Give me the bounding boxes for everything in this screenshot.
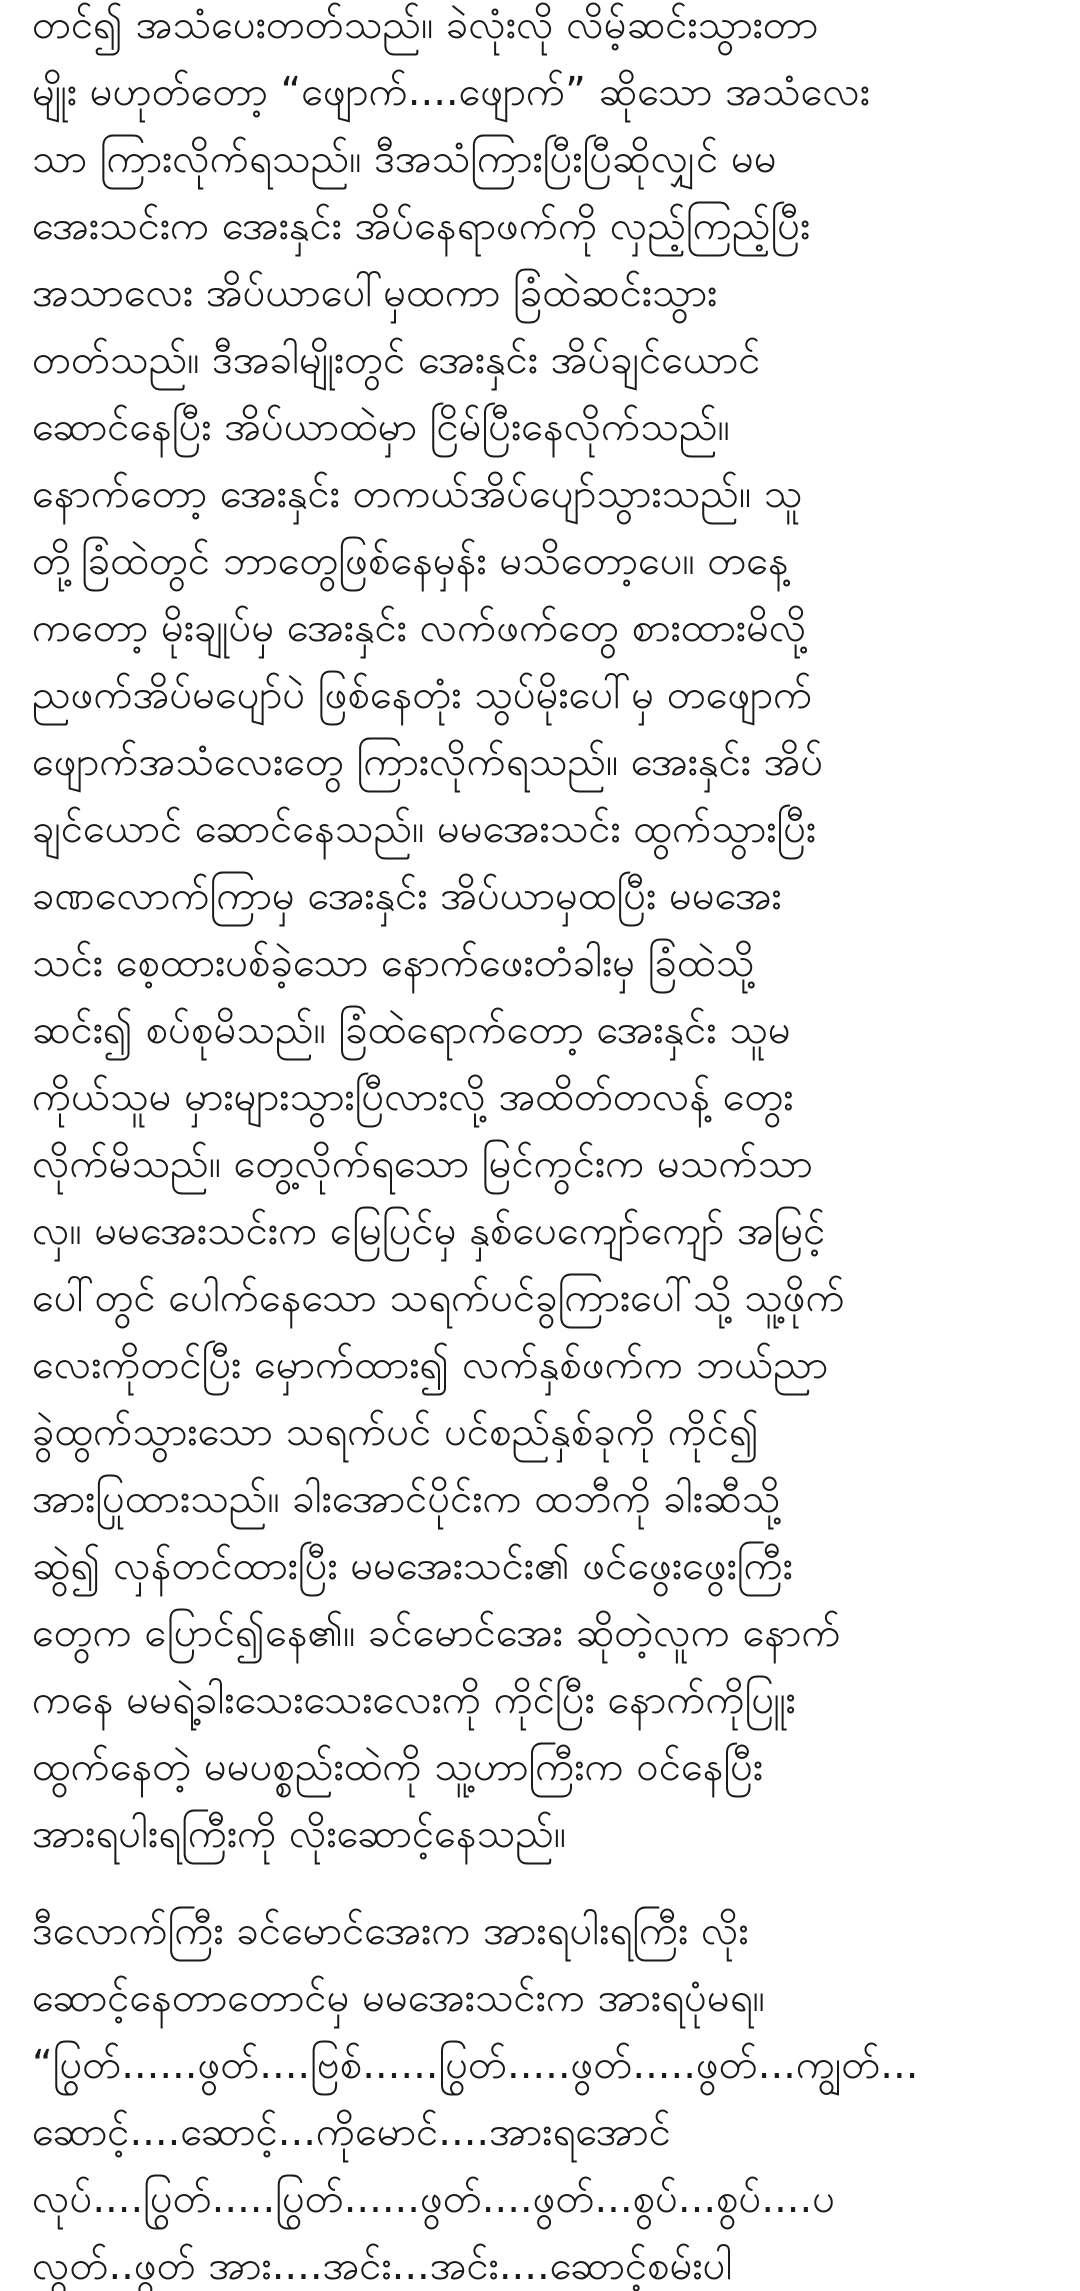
paragraph-line: ခွဲထွက်သွားသော သရက်ပင် ပင်စည်နှစ်ခုကို ကိုင်၍ (32, 1409, 760, 1455)
paragraph-line: ဆောင့်နေတာတောင်မှ မမအေးသင်းက အားရပုံမရ။ (32, 1975, 765, 2021)
paragraph-line: သင်း စေ့ထားပစ်ခဲ့သော နောက်ဖေးတံခါးမှ ခြံထဲသို့ (32, 940, 755, 986)
paragraph-line: သာ ကြားလိုက်ရသည်။ ဒီအသံကြားပြီးပြီဆိုလျှင် မမ (32, 136, 777, 182)
story-paragraph (32, 0, 1052, 1868)
paragraph-line: မျိုး မဟုတ်တော့ “ဖျောက်....ဖျောက်” ဆိုသော အသံလေး (32, 69, 870, 115)
paragraph-line: ထွက်နေတဲ့ မမပစ္စည်းထဲကို သူ့ဟာကြီးက ဝင်နေပြီး (32, 1744, 764, 1790)
paragraph-line: ပေါ်တွင် ပေါက်နေသော သရက်ပင်ခွကြားပေါ်သို့ သူ့ဖိုက် (32, 1275, 845, 1321)
paragraph-line: ဆင်း၍ စပ်စုမိသည်။ ခြံထဲရောက်တော့ အေးနှင်း သူမ (32, 1007, 791, 1053)
paragraph-line: နောက်တော့ အေးနှင်း တကယ်အိပ်ပျော်သွားသည်။ သူ (32, 471, 803, 517)
paragraph-line: အားရပါးရကြီးကို လိုးဆောင့်နေသည်။ (32, 1811, 567, 1857)
paragraph-line: အသာလေး အိပ်ယာပေါ်မှထကာ ခြံထဲဆင်းသွား (32, 270, 718, 316)
paragraph-line: တို့ခြံထဲတွင် ဘာတွေဖြစ်နေမှန်း မသိတော့ပေ။ တနေ့ (32, 538, 789, 584)
paragraph-line: ဖျောက်အသံလေးတွေ ကြားလိုက်ရသည်။ အေးနှင်း အိပ် (32, 739, 824, 785)
paragraph-line: တွေက ပြောင်၍နေ၏။ ခင်မောင်အေး ဆိုတဲ့လူက နောက် (32, 1610, 841, 1656)
paragraph-line: ဆောင်နေပြီး အိပ်ယာထဲမှာ ငြိမ်ပြီးနေလိုက်သည်။ (32, 404, 730, 450)
paragraph-line: လွတ်..ဖွတ် အား....အင်း...အင်း....ဆောင့်စမ်းပါ (32, 2243, 733, 2289)
paragraph-line: တင်၍ အသံပေးတတ်သည်။ ခဲလုံးလို လိမ့်ဆင်းသွားတာ (32, 2, 819, 48)
paragraph-line: ညဖက်အိပ်မပျော်ပဲ ဖြစ်နေတုံး သွပ်မိုးပေါ်မှ တဖျောက် (32, 672, 813, 718)
story-paragraph (32, 1898, 1052, 2291)
paragraph-line: လိုက်မိသည်။ တွေ့လိုက်ရသော မြင်ကွင်းက မသက်သာ (32, 1141, 813, 1187)
paragraph-line: ခဏလောက်ကြာမှ အေးနှင်း အိပ်ယာမှထပြီး မမအေး (32, 873, 782, 919)
paragraph-line: ကနေ မမရဲ့ခါးသေးသေးလေးကို ကိုင်ပြီး နောက်ကိုပြူး (32, 1677, 796, 1723)
paragraph-line: လှ။ မမအေးသင်းက မြေပြင်မှ နှစ်ပေကျော်ကျော် အမြင့် (32, 1208, 826, 1254)
paragraph-line: ဆွဲ၍ လှန်တင်ထားပြီး မမအေးသင်း၏ ဖင်ဖွေးဖွေးကြီး (32, 1543, 793, 1589)
paragraph-line: အေးသင်းက အေးနှင်း အိပ်နေရာဖက်ကို လှည့်ကြည့်ပြီး (32, 203, 811, 249)
paragraph-line: “ပြွတ်......ဖွတ်....ဗြစ်......ပြွတ်.....ဖွတ်.....ဖွတ်...ကျွတ်... (32, 2042, 919, 2088)
paragraph-line: ချင်ယောင် ဆောင်နေသည်။ မမအေးသင်း ထွက်သွားပြီး (32, 806, 817, 852)
paragraph-line: ဒီလောက်ကြီး ခင်မောင်အေးက အားရပါးရကြီး လိုး (32, 1908, 749, 1954)
paragraph-line: ဆောင့်....ဆောင့်...ကိုမောင်....အားရအောင် (32, 2109, 671, 2155)
paragraph-line: ကတော့ မိုးချုပ်မှ အေးနှင်း လက်ဖက်တွေ စားထားမိလို့ (32, 605, 807, 651)
paragraph-line: ကိုယ်သူမ မှားများသွားပြီလားလို့ အထိတ်တလန့် တွေး (32, 1074, 794, 1120)
paragraph-line: လေးကိုတင်ပြီး မှောက်ထား၍ လက်နှစ်ဖက်က ဘယ်ညာ (32, 1342, 829, 1388)
paragraph-line: တတ်သည်။ ဒီအခါမျိုးတွင် အေးနှင်း အိပ်ချင်ယောင် (32, 337, 761, 383)
paragraph-line: အားပြုထားသည်။ ခါးအောင်ပိုင်းက ထဘီကို ခါးဆီသို့ (32, 1476, 781, 1522)
paragraph-line: လုပ်....ပြွတ်.....ပြွတ်......ဖွတ်....ဖွတ်...စွပ်...စွပ်....ပ (32, 2176, 836, 2222)
